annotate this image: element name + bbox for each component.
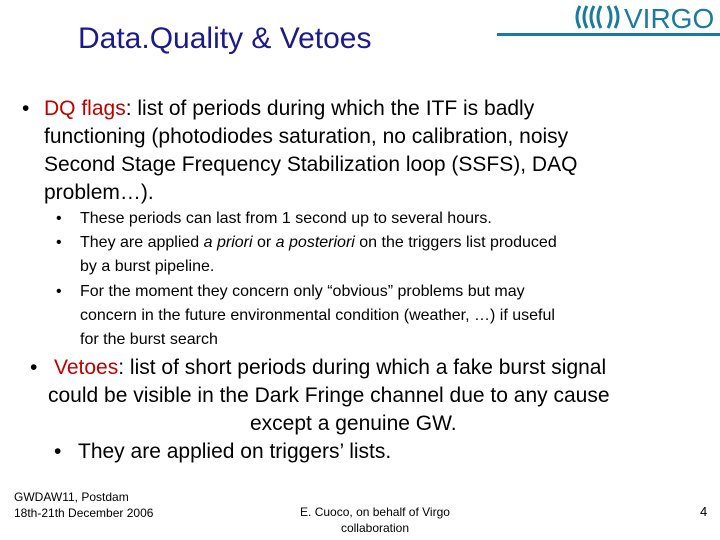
subbullet-text: on the triggers list produced <box>354 234 557 251</box>
subbullet-text-line2: by a burst pipeline. <box>80 258 215 275</box>
bullet-dot: • <box>22 97 30 120</box>
footer-conference-name: GWDAW11, Postdam <box>14 490 129 504</box>
subbullet-text-line2: concern in the future environmental condition (weather, …) if useful <box>80 307 555 324</box>
subbullet-applied <box>56 231 557 279</box>
subbullet-text: They are applied <box>80 234 204 251</box>
page-number: 4 <box>700 504 708 519</box>
subbullet-text: For the moment they concern only “obvious” problems but may <box>80 283 525 300</box>
logo-underline <box>497 33 720 36</box>
vetoes-text: : list of short periods during which a fake burst signal <box>118 356 607 379</box>
dq-flags-text: : list of periods during which the ITF is badly <box>125 97 535 120</box>
subbullet-duration <box>56 207 492 231</box>
bullet-dot: • <box>56 283 62 300</box>
logo-text: VIRGO <box>624 3 715 32</box>
applied-triggers-text: They are applied on triggers’ lists. <box>78 440 392 463</box>
slide-title: Data.Quality & Vetoes <box>78 22 372 55</box>
a-posteriori-text: a posteriori <box>275 234 355 251</box>
dq-flags-text-line4: problem…). <box>44 181 154 204</box>
footer-conference-dates: 18th-21th December 2006 <box>14 506 154 520</box>
bullet-dq-flags <box>22 95 578 207</box>
bullet-dot: • <box>56 234 62 251</box>
vetoes-text-line3: except a genuine GW. <box>250 412 457 435</box>
footer-author-line2: collaboration <box>340 521 410 535</box>
a-priori-text: a priori <box>203 234 253 251</box>
footer-author <box>282 504 468 536</box>
dq-flags-text-line3: Second Stage Frequency Stabilization loop (SSFS), DAQ <box>44 153 578 176</box>
dq-flags-term: DQ flags <box>44 97 126 120</box>
subbullet-text-line3: for the burst search <box>80 331 218 348</box>
vetoes-text-line2: could be visible in the Dark Fringe channel due to any cause <box>48 384 610 407</box>
bullet-dot: • <box>30 356 38 379</box>
vetoes-term: Vetoes <box>54 356 119 379</box>
bullet-vetoes <box>30 354 694 438</box>
footer-conference <box>14 489 153 521</box>
dq-flags-text-line2: functioning (photodiodes saturation, no calibration, noisy <box>44 125 569 148</box>
bullet-applied-triggers <box>54 438 392 466</box>
bullet-dot: • <box>54 440 62 463</box>
subbullet-text: These periods can last from 1 second up to several hours. <box>80 210 492 227</box>
subbullet-obvious <box>56 280 555 352</box>
bullet-dot: • <box>56 210 62 227</box>
footer-author-line1: E. Cuoco, on behalf of Virgo <box>300 505 450 519</box>
subbullet-text: or <box>252 234 276 251</box>
virgo-logo <box>572 2 720 32</box>
